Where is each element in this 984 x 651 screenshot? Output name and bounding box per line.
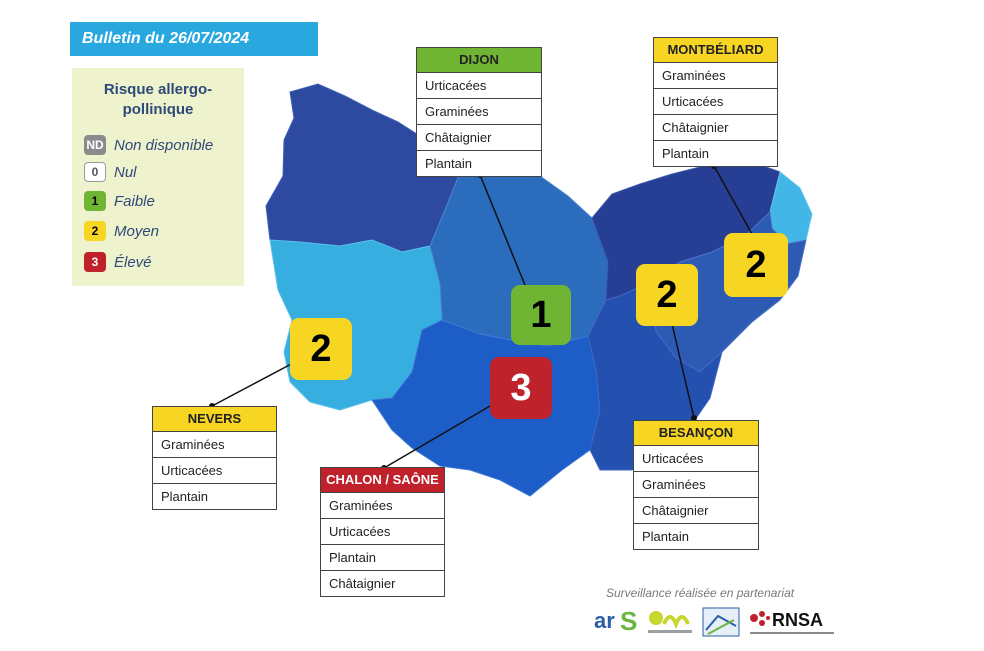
raft-logo-icon [702, 606, 740, 638]
table-header-besancon: BESANÇON [634, 421, 758, 446]
risk-badge-nevers: 2 [290, 318, 352, 380]
risk-badge-dijon: 1 [511, 285, 571, 345]
legend-title: Risque allergo-pollinique [103, 81, 213, 118]
legend-badge-2: 2 [84, 221, 106, 241]
anaforcal-logo-icon [646, 606, 696, 638]
legend-label-1: Faible [114, 192, 155, 210]
ars-logo-icon [592, 606, 642, 638]
table-header-nevers: NEVERS [153, 407, 276, 432]
pollen-table-chalon [320, 467, 445, 597]
legend-label-nd: Non disponible [114, 136, 214, 154]
rnsa-logo-icon [746, 606, 838, 638]
table-row: Plantain [161, 489, 208, 504]
svg-text:ar: ar [594, 608, 615, 633]
risk-badge-montbeliard: 2 [724, 233, 788, 297]
table-row: Urticacées [153, 458, 276, 484]
table-row: Châtaignier [634, 498, 758, 524]
table-row: Plantain [662, 146, 709, 161]
table-row: Urticacées [321, 519, 444, 545]
table-row: Graminées [321, 493, 444, 519]
pollen-table-besancon [633, 420, 759, 550]
pollen-table-montbeliard [653, 37, 778, 167]
risk-badge-besancon: 2 [636, 264, 698, 326]
svg-text:S: S [620, 606, 638, 636]
table-header-dijon: DIJON [417, 48, 541, 73]
legend-label-2: Moyen [114, 222, 160, 240]
legend-badge-0: 0 [84, 162, 106, 182]
bulletin-date: Bulletin du 26/07/2024 [70, 22, 318, 56]
legend-badge-nd: ND [84, 135, 106, 155]
table-row: Plantain [425, 156, 472, 171]
table-row: Graminées [153, 432, 276, 458]
legend-badge-3: 3 [84, 252, 106, 272]
table-header-chalon: CHALON / SAÔNE [321, 468, 444, 493]
svg-text:RNSA: RNSA [772, 610, 824, 630]
table-row: Châtaignier [654, 115, 777, 141]
table-row: Châtaignier [329, 576, 396, 591]
table-header-montbeliard: MONTBÉLIARD [654, 38, 777, 63]
table-row: Graminées [417, 99, 541, 125]
legend-label-3: Élevé [114, 253, 152, 271]
table-row: Châtaignier [417, 125, 541, 151]
table-row: Urticacées [417, 73, 541, 99]
risk-badge-chalon: 3 [490, 357, 552, 419]
pollen-table-dijon [416, 47, 542, 177]
table-row: Urticacées [634, 446, 758, 472]
pollen-table-nevers [152, 406, 277, 510]
table-row: Graminées [634, 472, 758, 498]
leader-line-nevers [212, 362, 295, 406]
legend-badge-1: 1 [84, 191, 106, 211]
legend-label-0: Nul [114, 163, 137, 181]
table-row: Plantain [642, 529, 689, 544]
partners-caption: Surveillance réalisée en partenariat [606, 586, 795, 600]
table-row: Graminées [654, 63, 777, 89]
table-row: Plantain [321, 545, 444, 571]
table-row: Urticacées [654, 89, 777, 115]
